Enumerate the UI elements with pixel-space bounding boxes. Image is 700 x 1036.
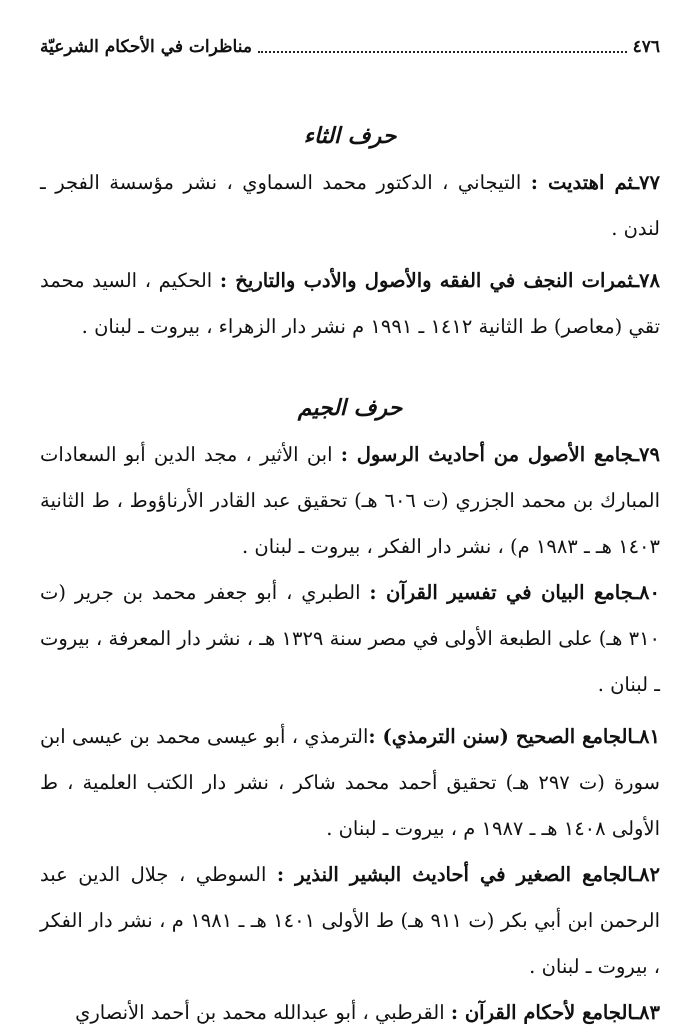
bibliography-entry: [40, 570, 660, 708]
section-heading: حرف الثاء: [303, 123, 397, 149]
bibliography-entry: [40, 714, 660, 852]
page-number: ٤٧٦: [632, 37, 660, 57]
entry-title: ثمرات النجف في الفقه والأصول والأدب والتاريخ :: [219, 269, 634, 292]
page-body: [40, 118, 660, 1036]
entry-title: جامع الأصول من أحاديث الرسول :: [340, 443, 634, 466]
section-heading: حرف الجيم: [297, 395, 403, 421]
bibliography-entry: [40, 432, 660, 570]
entry-title: الجامع لأحكام القرآن :: [450, 1001, 634, 1024]
entry-text: الحكيم ، السيد محمد تقي (معاصر) ط الثانية ١٤١٢ ـ ١٩٩١ م نشر دار الزهراء ، بيروت ـ لبنان .: [40, 269, 660, 338]
entry-title: الجامع الصحيح (سنن الترمذي) :: [368, 725, 634, 748]
entry-title: الجامع الصغير في أحاديث البشير النذير :: [276, 863, 634, 886]
bibliography-entry: [40, 160, 660, 252]
bibliography-entry: [40, 258, 660, 350]
leader-dots: [258, 51, 627, 53]
entry-title: جامع البيان في تفسير القرآن :: [369, 581, 634, 604]
bibliography-entry: [40, 852, 660, 990]
bibliography-entry: [40, 990, 660, 1036]
entry-number: ٨٢ـ: [633, 863, 660, 886]
entry-text: القرطبي ، أبو عبدالله محمد بن أحمد الأنصاري: [75, 1001, 451, 1024]
entry-number: ٧٨ـ: [633, 269, 660, 292]
entry-number: ٧٩ـ: [633, 443, 660, 466]
entry-number: ٨٣ـ: [633, 1001, 660, 1024]
book-title: مناظرات في الأحكام الشرعيّة: [40, 37, 252, 57]
entry-text: الطبري ، أبو جعفر محمد بن جرير (ت ٣١٠ هـ) على الطبعة الأولى في مصر سنة ١٣٢٩ هـ ، نشر دار المعرفة ، بيروت ـ لبنان .: [40, 581, 661, 696]
entry-text: التيجاني ، الدكتور محمد السماوي ، نشر مؤسسة الفجر ـ لندن .: [40, 171, 660, 240]
running-header: [40, 28, 660, 58]
entry-title: ثم اهتديت :: [530, 171, 634, 194]
entry-number: ٨١ـ: [633, 725, 660, 748]
entry-text: السوطي ، جلال الدين عبد الرحمن ابن أبي بكر (ت ٩١١ هـ) ط الأولى ١٤٠١ هـ ـ ١٩٨١ م ، نشر دار الفكر ، بيروت ـ لبنان .: [40, 863, 660, 978]
entry-text: الترمذي ، أبو عيسى محمد بن عيسى ابن سورة (ت ٢٩٧ هـ) تحقيق أحمد محمد شاكر ، نشر دار الكتب العلمية ، ط الأولى ١٤٠٨ هـ ـ ١٩٨٧ م ، بيروت ـ لبنان .: [40, 725, 660, 840]
entry-number: ٨٠ـ: [633, 581, 660, 604]
entry-number: ٧٧ـ: [633, 171, 660, 194]
entry-text: ابن الأثير ، مجد الدين أبو السعادات المبارك بن محمد الجزري (ت ٦٠٦ هـ) تحقيق عبد القادر الأرناؤوط ، ط الثانية ١٤٠٣ هـ ـ ١٩٨٣ م) ، نشر دار الفكر ، بيروت ـ لبنان .: [40, 443, 660, 558]
